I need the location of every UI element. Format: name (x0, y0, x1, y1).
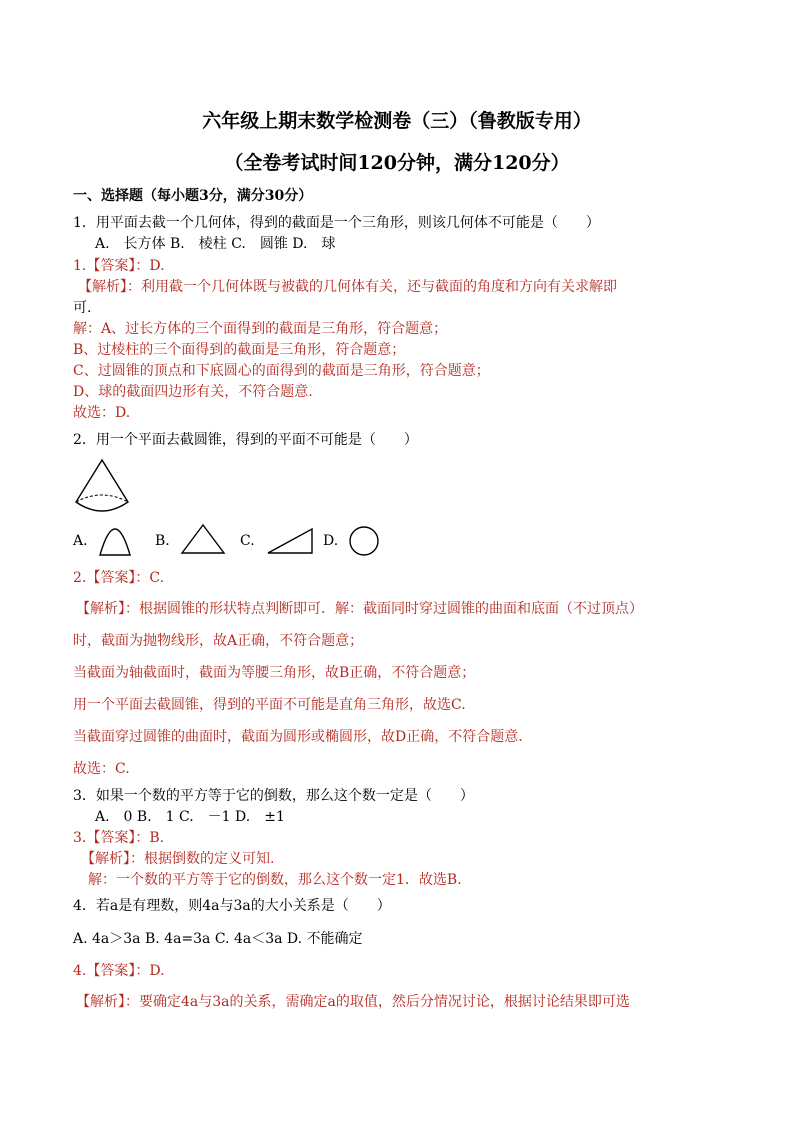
q1-analysis-text: 【解析】：利用截一个几何体既与被截的几何体有关，还与截面的角度和方向有关求解即 (78, 279, 617, 295)
q2-solution-2: 当截面为轴截面时，截面为等腰三角形，故B正确，不符合题意； (73, 665, 476, 681)
circle-shape (348, 525, 380, 557)
q1-solution-b: B、过棱柱的三个面得到的截面是三角形，符合题意； (73, 342, 406, 358)
parabola-shape (98, 521, 132, 557)
q2-solution-1: 时，截面为抛物线形，故A正确，不符合题意； (73, 633, 364, 649)
q1-choice: 故选：D. (73, 405, 131, 421)
q1-analysis (78, 278, 617, 296)
q2-choice: 故选：C. (73, 761, 130, 777)
q2-option-c-label: C. (240, 533, 255, 549)
right-triangle-shape (266, 527, 314, 555)
q1-analysis-cont: 可. (73, 300, 92, 316)
q3-stem: 3．如果一个数的平方等于它的倒数，那么这个数一定是（ ） (73, 788, 474, 804)
q2-stem: 2．用一个平面去截圆锥，得到的平面不可能是（ ） (73, 432, 418, 448)
q4-options: A. 4a＞3a B. 4a=3a C. 4a＜3a D. 不能确定 (73, 931, 363, 947)
document-subtitle: （全卷考试时间120分钟，满分120分） (224, 152, 570, 174)
document-title: 六年级上期末数学检测卷（三）（鲁教版专用） (202, 110, 592, 132)
q4-answer: 4.【答案】：D. (73, 963, 165, 979)
q2-solution-3: 用一个平面去截圆锥，得到的平面不可能是直角三角形，故选C. (73, 697, 466, 713)
q4-stem: 4．若a是有理数，则4a与3a的大小关系是（ ） (73, 898, 391, 914)
q1-options: A. 长方体 B. 棱柱 C. 圆锥 D. 球 (95, 236, 336, 252)
triangle-shape (180, 523, 226, 555)
q2-analysis-text: 【解析】：根据圆锥的形状特点判断即可．解：截面同时穿过圆锥的曲面和底面（不过顶点） (76, 601, 643, 617)
q1-solution-c: C、过圆锥的顶点和下底圆心的面得到的截面是三角形，符合题意； (73, 363, 490, 379)
q1-solution-d: D、球的截面四边形有关，不符合题意. (73, 384, 313, 400)
q2-analysis (76, 600, 643, 618)
q4-analysis: 【解析】：要确定4a与3a的关系，需确定a的取值，然后分情况讨论，根据讨论结果即可选 (76, 994, 630, 1010)
q1-solution-a: 解：A、过长方体的三个面得到的截面是三角形，符合题意； (73, 321, 448, 337)
q2-option-b-label: B. (155, 533, 170, 549)
cone-figure (72, 458, 132, 514)
q2-solution-4: 当截面穿过圆锥的曲面时，截面为圆形或椭圆形，故D正确，不符合题意. (73, 729, 523, 745)
q2-option-d-label: D. (323, 533, 339, 549)
q3-analysis: 【解析】：根据倒数的定义可知. (81, 851, 275, 867)
q2-option-a-label: A. (73, 533, 88, 549)
q1-stem: 1．用平面去截一个几何体，得到的截面是一个三角形，则该几何体不可能是（ ） (73, 215, 600, 231)
q1-answer: 1.【答案】：D. (73, 258, 165, 274)
q2-answer: 2.【答案】：C. (73, 570, 165, 586)
q3-answer: 3.【答案】：B. (73, 830, 165, 846)
section-heading: 一、选择题（每小题3分，满分30分） (73, 188, 313, 204)
q3-options: A. 0 B. 1 C. －1 D. ±1 (95, 809, 285, 825)
q3-solution: 解：一个数的平方等于它的倒数，那么这个数一定1．故选B. (88, 872, 462, 888)
